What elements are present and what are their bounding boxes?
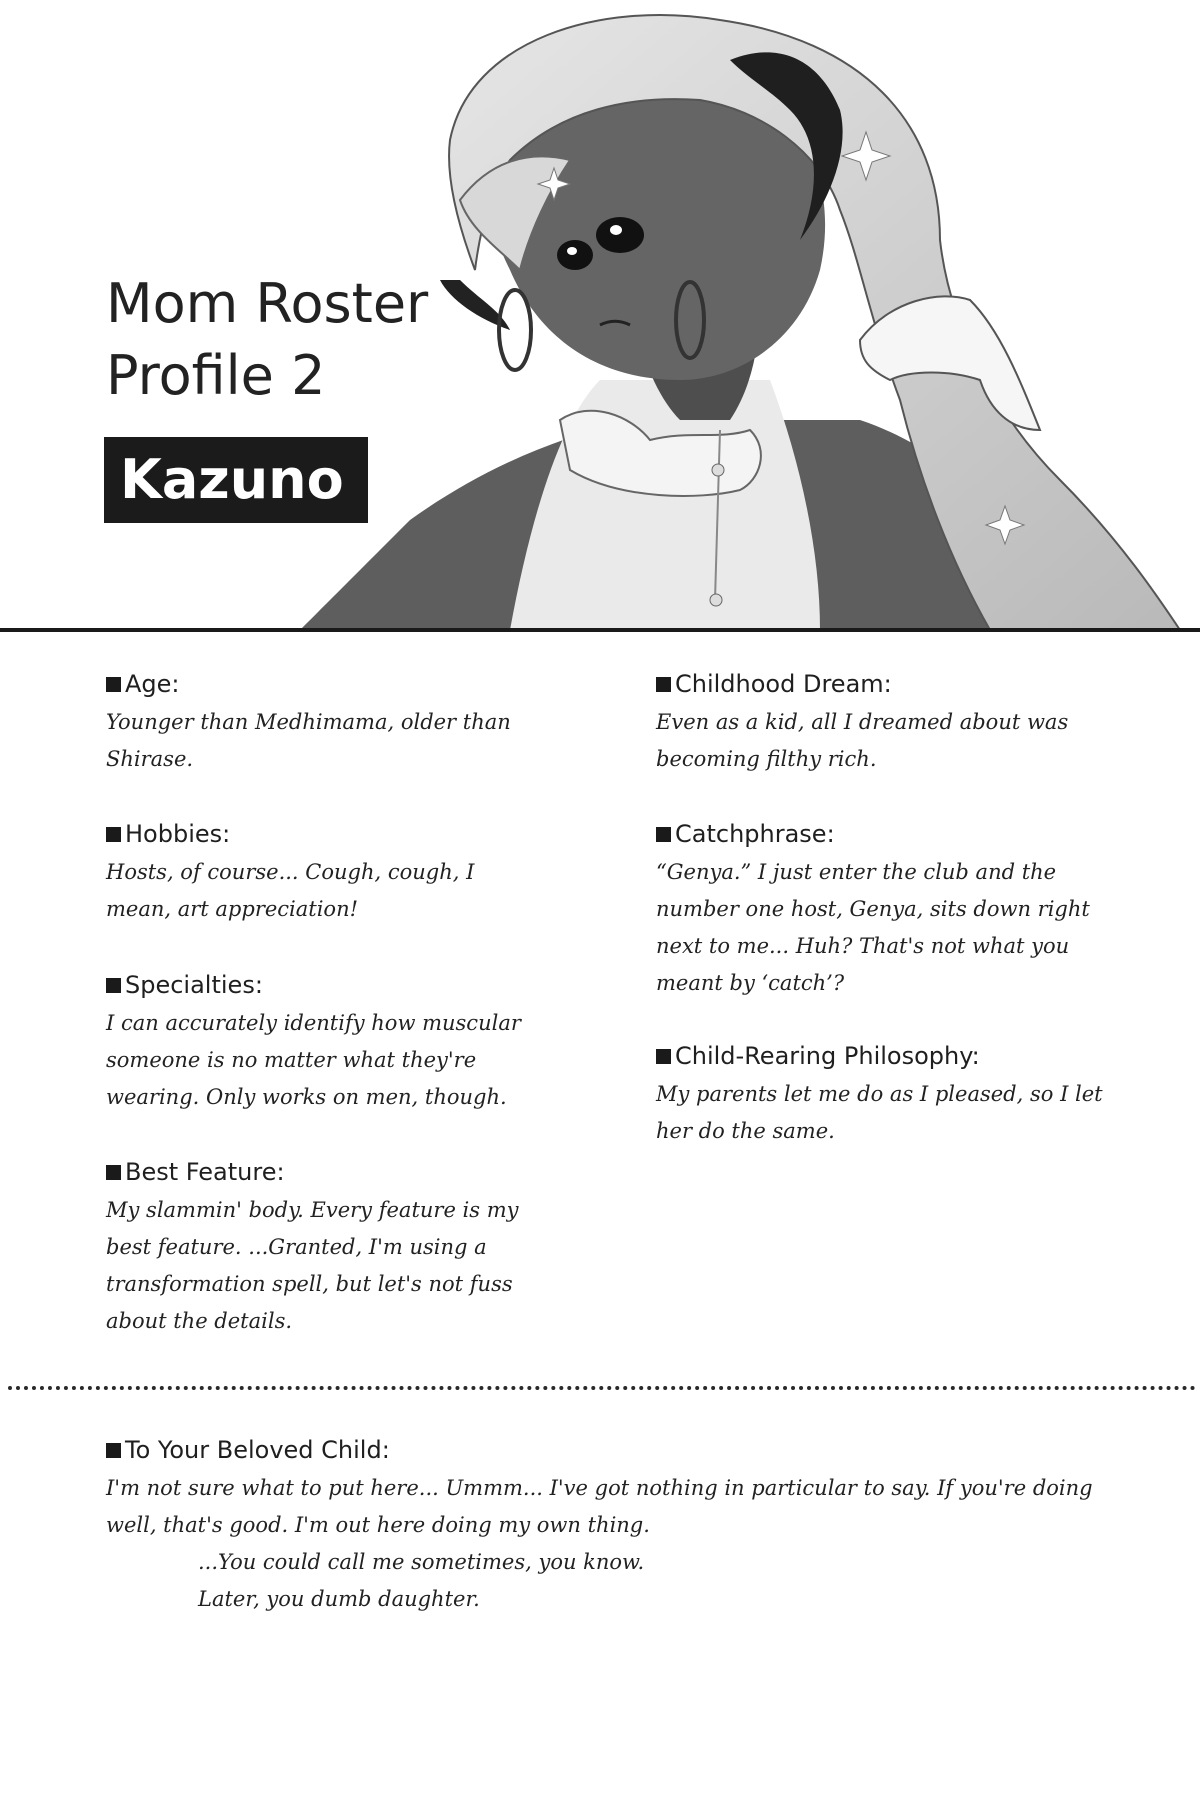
dotted-divider (8, 1386, 1196, 1390)
section-body: Even as a kid, all I dreamed about was becoming filthy rich. (656, 710, 1069, 771)
section-heading: Childhood Dream: (675, 670, 892, 698)
bullet-square-icon (106, 978, 121, 993)
section-heading: Specialties: (125, 971, 263, 999)
title-line-2: Profile 2 (106, 344, 326, 407)
section-hobbies (106, 818, 546, 928)
character-name-badge: Kazuno (104, 437, 368, 523)
section-body: My parents let me do as I pleased, so I let her do the same. (656, 1082, 1103, 1143)
bullet-square-icon (656, 677, 671, 692)
section-heading: Best Feature: (125, 1158, 285, 1186)
character-illustration (300, 0, 1200, 630)
message-line: ...You could call me sometimes, you know. (198, 1550, 645, 1574)
message-line: Later, you dumb daughter. (198, 1587, 480, 1611)
bullet-square-icon (656, 827, 671, 842)
section-body: My slammin' body. Every feature is my best feature. ...Granted, I'm using a transformation spell, but let's not fuss about the details. (106, 1198, 519, 1333)
section-heading: Catchphrase: (675, 820, 835, 848)
section-best-feature (106, 1156, 546, 1340)
bullet-square-icon (106, 827, 121, 842)
section-childhood-dream (656, 668, 1106, 778)
bullet-square-icon (106, 677, 121, 692)
section-beloved-child (106, 1434, 1106, 1618)
section-heading: Child-Rearing Philosophy: (675, 1042, 980, 1070)
section-body: “Genya.” I just enter the club and the number one host, Genya, sits down right next to me... Huh? That's not what you meant by ‘catch’? (656, 860, 1090, 995)
section-child-rearing-philosophy (656, 1040, 1106, 1150)
section-age (106, 668, 546, 778)
title-line-1: Mom Roster (106, 272, 429, 335)
header-rule (0, 628, 1200, 632)
section-body: Younger than Medhimama, older than Shirase. (106, 710, 511, 771)
section-heading: Hobbies: (125, 820, 231, 848)
bullet-square-icon (106, 1165, 121, 1180)
section-catchphrase (656, 818, 1106, 1002)
message-line: I'm not sure what to put here... Ummm... I've got nothing in particular to say. If you're doing well, that's good. I'm out here doing my own thing. (106, 1476, 1093, 1537)
bullet-square-icon (106, 1443, 121, 1458)
section-body: I can accurately identify how muscular someone is no matter what they're wearing. Only works on men, though. (106, 1011, 521, 1109)
section-body: Hosts, of course... Cough, cough, I mean, art appreciation! (106, 860, 475, 921)
section-heading: To Your Beloved Child: (125, 1436, 390, 1464)
section-specialties (106, 969, 546, 1116)
section-heading: Age: (125, 670, 180, 698)
bullet-square-icon (656, 1049, 671, 1064)
